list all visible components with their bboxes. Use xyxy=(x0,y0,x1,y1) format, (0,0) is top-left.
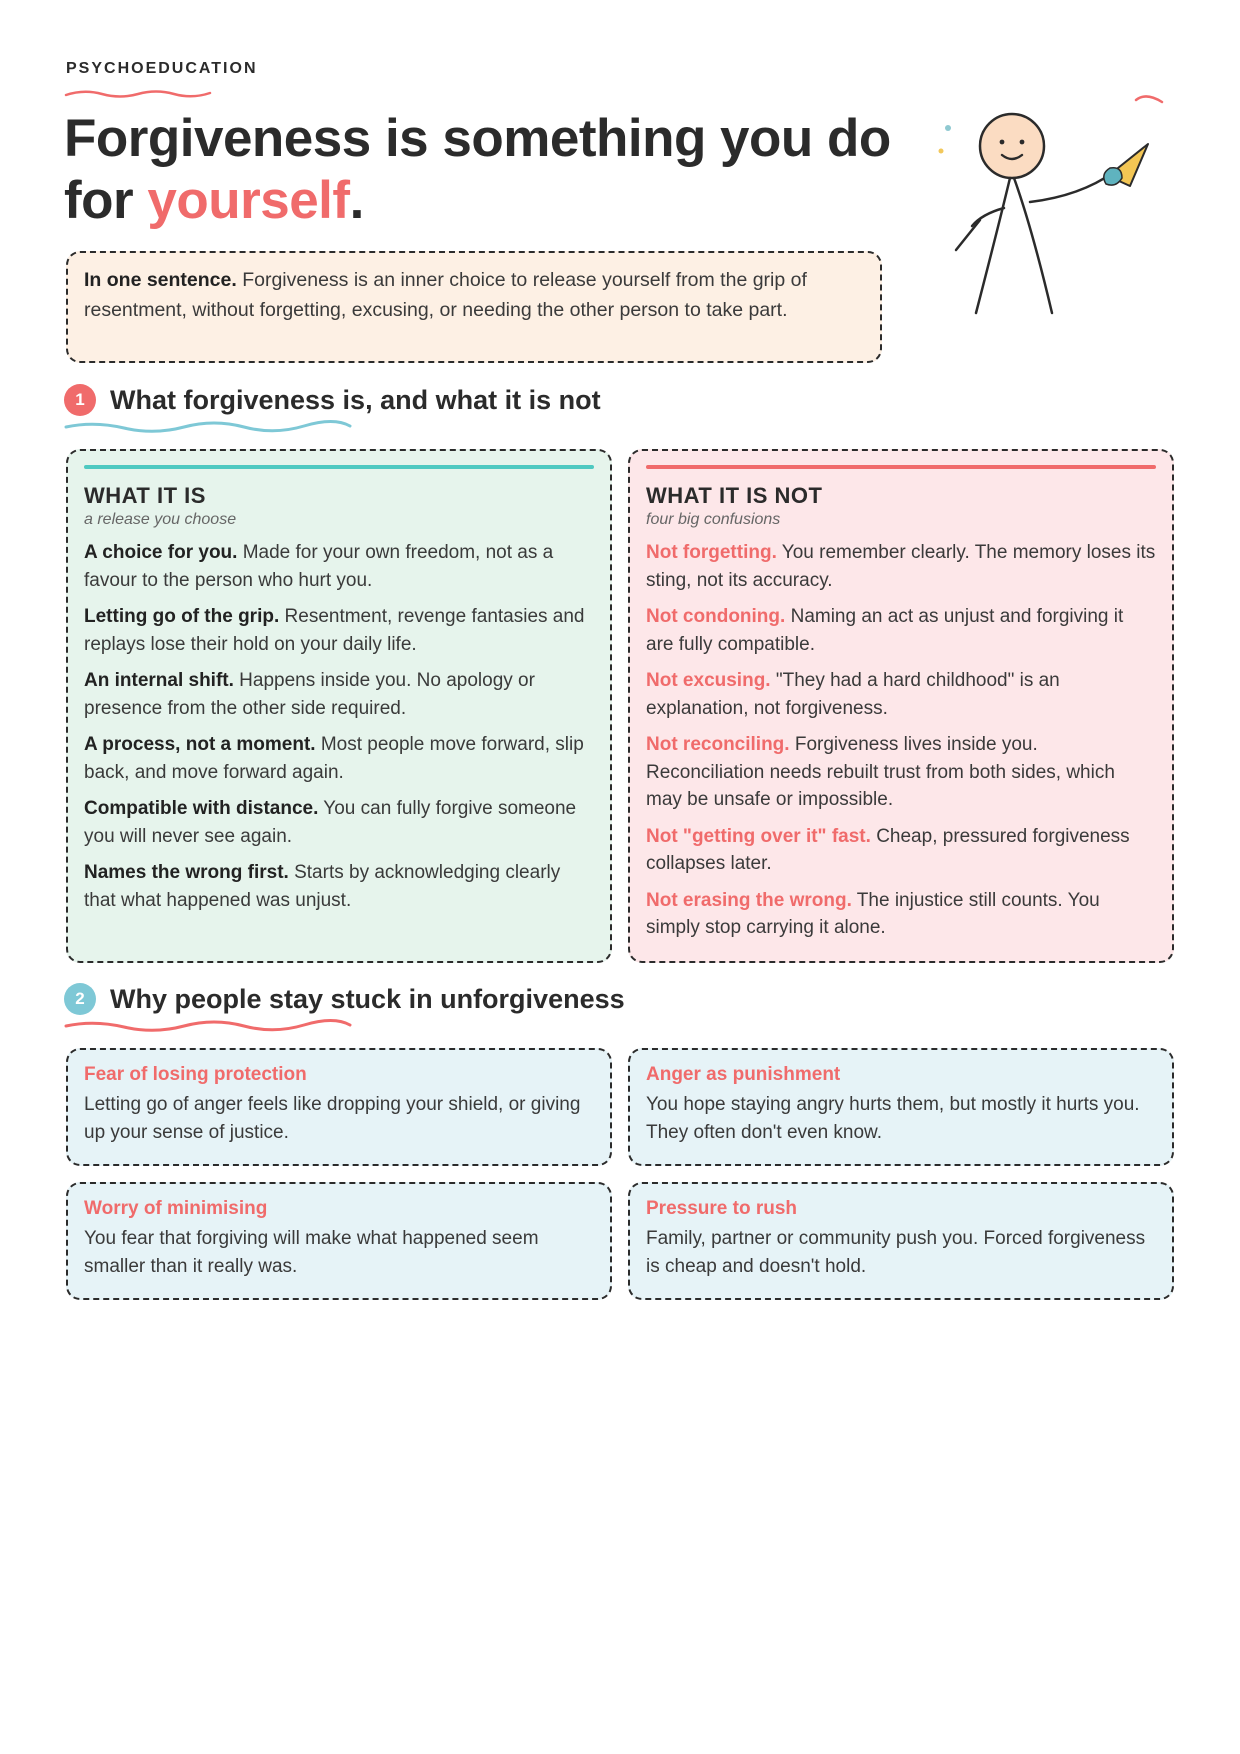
figure-head xyxy=(980,114,1044,178)
list-item xyxy=(84,731,594,786)
title-text: Forgiveness is something you do for xyxy=(64,109,891,230)
section-2-header xyxy=(64,983,625,1015)
item-lead: A process, not a moment. xyxy=(84,734,316,755)
sparkle-arc-red xyxy=(1136,96,1162,102)
card-text: Family, partner or community push you. Forced forgiveness is cheap and doesn't hold. xyxy=(646,1228,1146,1277)
list-item xyxy=(84,795,594,850)
title-accent-word: yourself xyxy=(147,171,350,230)
stuck-reason-card xyxy=(628,1048,1174,1166)
summary-lead: In one sentence. xyxy=(84,269,237,291)
list-item xyxy=(646,731,1156,814)
stick-figure-illustration xyxy=(930,88,1170,328)
item-text: "They had a hard childhood" is an explanation, not forgiveness. xyxy=(646,670,1060,719)
what-it-is-not-subtitle: four big confusions xyxy=(646,511,781,528)
section-1-squiggle-decoration xyxy=(64,420,354,434)
item-text: Made for your own freedom, not as a favour to the person who hurt you. xyxy=(84,542,554,591)
item-text: Happens inside you. No apology or presence from the other side required. xyxy=(84,670,535,719)
card-title: Anger as punishment xyxy=(646,1064,841,1085)
list-item xyxy=(646,887,1156,942)
teal-leaf xyxy=(1104,168,1122,185)
item-lead: Not condoning. xyxy=(646,606,786,627)
item-lead: Not reconciling. xyxy=(646,734,790,755)
item-text: Naming an act as unjust and forgiving it are fully compatible. xyxy=(646,606,1124,655)
item-lead: Not erasing the wrong. xyxy=(646,889,852,911)
item-text: The injustice still counts. You simply stop carrying it alone. xyxy=(646,889,1100,938)
section-1-title: What forgiveness is, and what it is not xyxy=(110,384,601,415)
card-title: Worry of minimising xyxy=(84,1198,268,1219)
panel-accent-bar xyxy=(84,465,594,469)
what-it-is-not-heading: WHAT IT IS NOT xyxy=(646,483,823,508)
stuck-reason-card xyxy=(628,1182,1174,1300)
card-text: You fear that forgiving will make what happened seem smaller than it really was. xyxy=(84,1228,539,1277)
list-item xyxy=(84,539,594,594)
sparkle-dot-blue xyxy=(945,125,951,131)
item-lead: Not excusing. xyxy=(646,670,771,691)
item-lead: Not "getting over it" fast. xyxy=(646,825,871,847)
item-lead: Names the wrong first. xyxy=(84,862,289,883)
card-title: Pressure to rush xyxy=(646,1198,797,1219)
list-item xyxy=(646,603,1156,658)
summary-text: Forgiveness is an inner choice to release yourself from the grip of resentment, without forgetting, excusing, or needing the other person to take part. xyxy=(84,269,807,321)
item-lead: Letting go of the grip. xyxy=(84,606,280,627)
list-item xyxy=(84,667,594,722)
eyebrow-squiggle-decoration xyxy=(64,88,214,100)
page-title xyxy=(64,108,894,232)
item-text: Most people move forward, slip back, and move forward again. xyxy=(84,734,584,783)
list-item xyxy=(84,859,594,914)
what-it-is-not-panel xyxy=(628,449,1174,963)
summary-box xyxy=(66,251,882,363)
item-lead: A choice for you. xyxy=(84,542,238,563)
card-title: Fear of losing protection xyxy=(84,1064,307,1085)
figure-body xyxy=(976,178,1010,313)
card-text: You hope staying angry hurts them, but mostly it hurts you. They often don't even know. xyxy=(646,1094,1140,1143)
what-it-is-subtitle: a release you choose xyxy=(84,511,237,528)
card-text: Letting go of anger feels like dropping your shield, or giving up your sense of justice. xyxy=(84,1094,581,1143)
list-item xyxy=(646,539,1156,594)
list-item xyxy=(646,667,1156,722)
title-end: . xyxy=(349,171,364,230)
item-text: Cheap, pressured forgiveness collapses later. xyxy=(646,825,1130,874)
item-text: Starts by acknowledging clearly that what happened was unjust. xyxy=(84,862,561,911)
item-text: Resentment, revenge fantasies and replays lose their hold on your daily life. xyxy=(84,606,585,655)
eyebrow-label: PSYCHOEDUCATION xyxy=(66,60,258,77)
item-lead: An internal shift. xyxy=(84,670,234,691)
stuck-reason-card xyxy=(66,1182,612,1300)
section-2-number-badge: 2 xyxy=(64,983,96,1015)
item-text: Forgiveness lives inside you. Reconciliation needs rebuilt trust from both sides, which may be unsafe or impossible. xyxy=(646,734,1115,810)
item-text: You can fully forgive someone you will never see again. xyxy=(84,798,577,847)
figure-right-arm xyxy=(1030,172,1114,202)
what-it-is-heading: WHAT IT IS xyxy=(84,483,206,508)
what-it-is-panel xyxy=(66,449,612,963)
panel-accent-bar xyxy=(646,465,1156,469)
list-item xyxy=(84,603,594,658)
section-2-squiggle-decoration xyxy=(64,1019,354,1033)
sparkle-dot-yellow xyxy=(939,149,944,154)
stuck-reason-card xyxy=(66,1048,612,1166)
section-1-number-badge: 1 xyxy=(64,384,96,416)
section-2-title: Why people stay stuck in unforgiveness xyxy=(110,983,625,1014)
item-text: You remember clearly. The memory loses its sting, not its accuracy. xyxy=(646,542,1156,591)
item-lead: Not forgetting. xyxy=(646,542,777,563)
section-1-header xyxy=(64,384,601,416)
item-lead: Compatible with distance. xyxy=(84,798,319,819)
list-item xyxy=(646,823,1156,878)
